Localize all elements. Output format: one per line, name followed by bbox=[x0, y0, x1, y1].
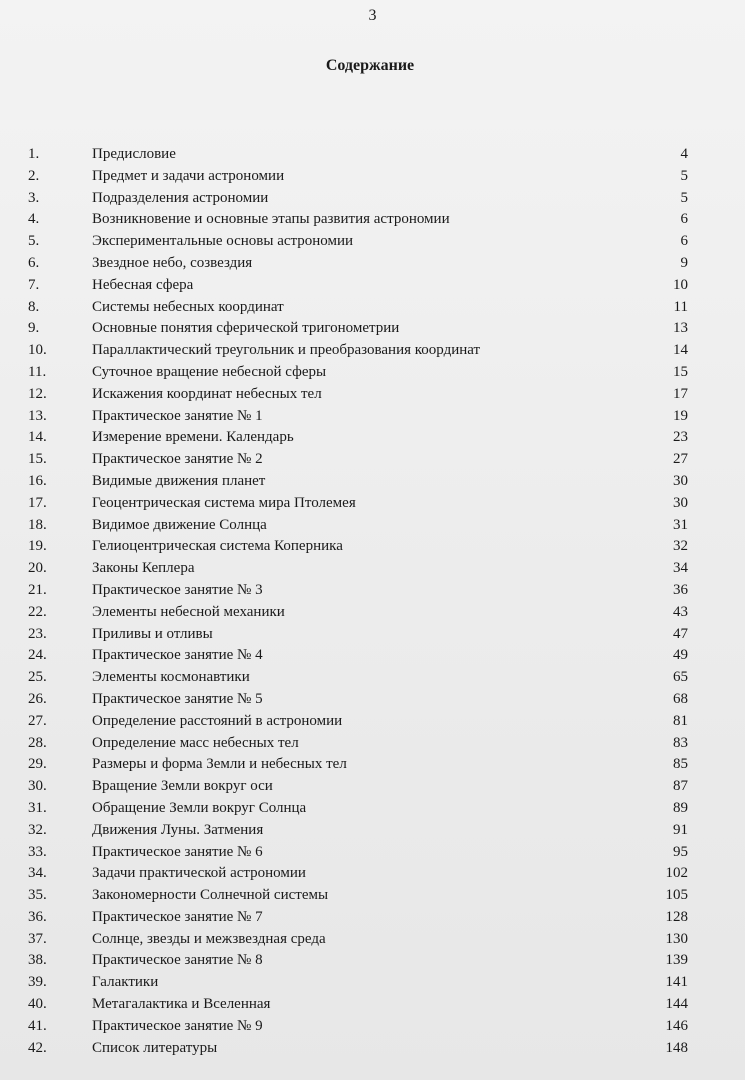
toc-entry-title: Задачи практической астрономии bbox=[92, 865, 306, 882]
toc-entry-page: 6 bbox=[680, 211, 688, 228]
toc-entry-page: 83 bbox=[673, 734, 688, 751]
toc-entry-title: Практическое занятие № 2 bbox=[92, 451, 263, 468]
toc-entry-page: 32 bbox=[673, 538, 688, 555]
toc-entry bbox=[28, 733, 688, 755]
toc-entry bbox=[28, 144, 688, 166]
toc-entry-page: 4 bbox=[680, 146, 688, 162]
toc-entry bbox=[28, 689, 688, 711]
toc-entry-title: Системы небесных координат bbox=[92, 298, 284, 315]
toc-entry bbox=[28, 166, 688, 188]
toc-entry-number: 18. bbox=[28, 516, 47, 533]
toc-entry bbox=[28, 297, 688, 319]
toc-entry-page: 65 bbox=[673, 669, 688, 686]
toc-entry-title: Искажения координат небесных тел bbox=[92, 385, 322, 402]
toc-entry bbox=[28, 471, 688, 493]
toc-entry-number: 2. bbox=[28, 167, 40, 184]
toc-entry bbox=[28, 798, 688, 820]
toc-entry-number: 22. bbox=[28, 603, 47, 620]
toc-entry-page: 14 bbox=[673, 342, 688, 359]
toc-entry bbox=[28, 667, 688, 689]
toc-entry bbox=[28, 645, 688, 667]
toc-entry-number: 3. bbox=[28, 189, 40, 206]
toc-entry bbox=[28, 907, 688, 929]
toc-entry-title: Приливы и отливы bbox=[92, 625, 213, 642]
toc-entry-page: 148 bbox=[665, 1039, 688, 1056]
toc-entry-number: 20. bbox=[28, 560, 47, 577]
toc-entry-title: Параллактический треугольник и преобразования координат bbox=[92, 342, 481, 359]
toc-entry-page: 91 bbox=[673, 821, 688, 838]
toc-entry bbox=[28, 515, 688, 537]
toc-entry-page: 102 bbox=[665, 865, 688, 882]
toc-entry-page: 36 bbox=[673, 581, 688, 598]
toc-entry-title: Звездное небо, созвездия bbox=[92, 254, 253, 271]
toc-entry-page: 9 bbox=[680, 254, 688, 271]
toc-entry-number: 17. bbox=[28, 494, 47, 511]
toc-entry-number: 5. bbox=[28, 233, 40, 250]
toc-entry-page: 105 bbox=[665, 887, 688, 904]
toc-entry-page: 144 bbox=[665, 996, 688, 1013]
toc-entry-title: Геоцентрическая система мира Птолемея bbox=[92, 494, 356, 511]
toc-entry-page: 31 bbox=[673, 516, 688, 533]
toc-entry bbox=[28, 362, 688, 384]
toc-entry bbox=[28, 384, 688, 406]
toc-entry bbox=[28, 929, 688, 951]
toc-entry-title: Движения Луны. Затмения bbox=[92, 821, 264, 838]
toc-entry-title: Практическое занятие № 4 bbox=[92, 647, 263, 664]
toc-entry-number: 8. bbox=[28, 298, 40, 315]
toc-entry-title: Практическое занятие № 3 bbox=[92, 581, 263, 598]
toc-entry bbox=[28, 1038, 688, 1060]
toc-entry-title: Основные понятия сферической тригонометрии bbox=[92, 320, 400, 337]
toc-entry-title: Галактики bbox=[92, 974, 159, 991]
toc-entry-title: Экспериментальные основы астрономии bbox=[92, 233, 354, 250]
toc-entry bbox=[28, 449, 688, 471]
toc-entry-title: Предисловие bbox=[92, 146, 176, 162]
toc-entry-page: 19 bbox=[673, 407, 688, 424]
toc-entry-title: Вращение Земли вокруг оси bbox=[92, 778, 273, 795]
toc-entry-title: Определение масс небесных тел bbox=[92, 734, 299, 751]
toc-entry-title: Элементы космонавтики bbox=[92, 669, 250, 686]
toc-entry-number: 13. bbox=[28, 407, 47, 424]
toc-entry-page: 5 bbox=[680, 167, 688, 184]
toc-entry bbox=[28, 863, 688, 885]
toc-entry bbox=[28, 558, 688, 580]
toc-entry-page: 130 bbox=[665, 930, 688, 947]
toc-entry-title: Практическое занятие № 5 bbox=[92, 690, 263, 707]
toc-entry-title: Размеры и форма Земли и небесных тел bbox=[92, 756, 347, 773]
toc-entry-number: 14. bbox=[28, 429, 47, 446]
toc-entry-number: 12. bbox=[28, 385, 47, 402]
toc-entry-page: 128 bbox=[665, 908, 688, 925]
toc-entry-title: Гелиоцентрическая система Коперника bbox=[92, 538, 343, 555]
toc-entry-number: 30. bbox=[28, 778, 47, 795]
toc-entry-title: Практическое занятие № 9 bbox=[92, 1017, 263, 1034]
toc-entry-page: 85 bbox=[673, 756, 688, 773]
toc-entry-page: 5 bbox=[680, 189, 688, 206]
toc-entry-page: 13 bbox=[673, 320, 688, 337]
toc-entry-page: 47 bbox=[673, 625, 688, 642]
toc-entry-page: 95 bbox=[673, 843, 688, 860]
toc-entry bbox=[28, 842, 688, 864]
toc-entry-number: 37. bbox=[28, 930, 47, 947]
toc-entry-page: 146 bbox=[665, 1017, 688, 1034]
toc-entry-title: Практическое занятие № 1 bbox=[92, 407, 263, 424]
toc-entry-number: 41. bbox=[28, 1017, 47, 1034]
toc-entry bbox=[28, 624, 688, 646]
toc-entry-page: 139 bbox=[665, 952, 688, 969]
toc-entry bbox=[28, 820, 688, 842]
toc-entry-number: 27. bbox=[28, 712, 47, 729]
toc-entry bbox=[28, 994, 688, 1016]
toc-entry-page: 27 bbox=[673, 451, 688, 468]
toc-entry-page: 87 bbox=[673, 778, 688, 795]
toc-entry-page: 141 bbox=[665, 974, 688, 991]
toc-entry-number: 11. bbox=[28, 363, 47, 380]
toc-entry bbox=[28, 580, 688, 602]
toc-entry-title: Законы Кеплера bbox=[92, 560, 195, 577]
toc-entry-title: Обращение Земли вокруг Солнца bbox=[92, 799, 307, 816]
toc-entry-page: 30 bbox=[673, 494, 688, 511]
toc-entry bbox=[28, 885, 688, 907]
toc-entry bbox=[28, 754, 688, 776]
page-number: 3 bbox=[368, 7, 377, 24]
toc-entry-number: 21. bbox=[28, 581, 47, 598]
toc-entry-title: Солнце, звезды и межзвездная среда bbox=[92, 930, 326, 947]
toc-entry-title: Метагалактика и Вселенная bbox=[92, 996, 271, 1013]
toc-entry-page: 10 bbox=[673, 276, 688, 293]
toc-entry bbox=[28, 188, 688, 210]
toc-entry-number: 24. bbox=[28, 647, 47, 664]
toc-entry-title: Закономерности Солнечной системы bbox=[92, 887, 329, 904]
table-of-contents bbox=[28, 144, 688, 1059]
toc-entry bbox=[28, 493, 688, 515]
toc-entry-number: 35. bbox=[28, 887, 47, 904]
toc-entry bbox=[28, 253, 688, 275]
toc-entry-page: 43 bbox=[673, 603, 688, 620]
toc-entry-number: 7. bbox=[28, 276, 40, 293]
toc-entry-page: 11 bbox=[673, 298, 688, 315]
toc-entry bbox=[28, 406, 688, 428]
toc-entry-number: 10. bbox=[28, 342, 47, 359]
toc-entry-number: 23. bbox=[28, 625, 47, 642]
toc-entry-title: Измерение времени. Календарь bbox=[92, 429, 294, 446]
toc-entry-title: Практическое занятие № 7 bbox=[92, 908, 263, 925]
page-title: Содержание bbox=[325, 57, 415, 74]
toc-entry-title: Элементы небесной механики bbox=[92, 603, 285, 620]
toc-entry-page: 49 bbox=[673, 647, 688, 664]
toc-entry-page: 68 bbox=[673, 690, 688, 707]
toc-entry-title: Видимые движения планет bbox=[92, 472, 266, 489]
toc-entry-title: Определение расстояний в астрономии bbox=[92, 712, 343, 729]
toc-entry-number: 25. bbox=[28, 669, 47, 686]
toc-entry-number: 36. bbox=[28, 908, 47, 925]
toc-entry-number: 26. bbox=[28, 690, 47, 707]
toc-entry-title: Подразделения астрономии bbox=[92, 189, 269, 206]
toc-entry-title: Практическое занятие № 6 bbox=[92, 843, 263, 860]
toc-entry-number: 40. bbox=[28, 996, 47, 1013]
toc-entry-number: 28. bbox=[28, 734, 47, 751]
toc-entry bbox=[28, 950, 688, 972]
toc-entry bbox=[28, 318, 688, 340]
toc-entry-page: 81 bbox=[673, 712, 688, 729]
toc-entry-title: Возникновение и основные этапы развития астрономии bbox=[92, 211, 450, 228]
toc-entry bbox=[28, 340, 688, 362]
toc-entry-number: 15. bbox=[28, 451, 47, 468]
toc-entry bbox=[28, 427, 688, 449]
toc-entry-number: 6. bbox=[28, 254, 40, 271]
toc-entry-title: Видимое движение Солнца bbox=[92, 516, 267, 533]
toc-entry-number: 4. bbox=[28, 211, 40, 228]
toc-entry bbox=[28, 776, 688, 798]
toc-entry-number: 33. bbox=[28, 843, 47, 860]
toc-entry-title: Предмет и задачи астрономии bbox=[92, 167, 285, 184]
toc-entry-number: 16. bbox=[28, 472, 47, 489]
toc-entry-page: 15 bbox=[673, 363, 688, 380]
toc-entry-page: 23 bbox=[673, 429, 688, 446]
toc-entry-number: 32. bbox=[28, 821, 47, 838]
toc-entry-number: 42. bbox=[28, 1039, 47, 1056]
toc-entry-title: Список литературы bbox=[92, 1039, 218, 1056]
toc-entry bbox=[28, 231, 688, 253]
toc-entry bbox=[28, 1016, 688, 1038]
toc-entry-title: Суточное вращение небесной сферы bbox=[92, 363, 327, 380]
toc-entry bbox=[28, 209, 688, 231]
toc-entry-title: Практическое занятие № 8 bbox=[92, 952, 263, 969]
toc-entry-number: 31. bbox=[28, 799, 47, 816]
toc-entry-number: 38. bbox=[28, 952, 47, 969]
toc-entry bbox=[28, 602, 688, 624]
toc-entry bbox=[28, 275, 688, 297]
toc-entry bbox=[28, 536, 688, 558]
toc-entry-number: 29. bbox=[28, 756, 47, 773]
toc-entry-number: 19. bbox=[28, 538, 47, 555]
toc-entry-page: 34 bbox=[673, 560, 688, 577]
toc-entry bbox=[28, 711, 688, 733]
toc-entry-number: 34. bbox=[28, 865, 47, 882]
toc-entry-page: 6 bbox=[680, 233, 688, 250]
toc-entry-number: 9. bbox=[28, 320, 40, 337]
toc-entry-page: 30 bbox=[673, 472, 688, 489]
toc-entry-number: 39. bbox=[28, 974, 47, 991]
toc-entry-page: 17 bbox=[673, 385, 688, 402]
toc-entry bbox=[28, 972, 688, 994]
toc-entry-title: Небесная сфера bbox=[92, 276, 194, 293]
toc-entry-number: 1. bbox=[28, 146, 40, 162]
toc-entry-page: 89 bbox=[673, 799, 688, 816]
